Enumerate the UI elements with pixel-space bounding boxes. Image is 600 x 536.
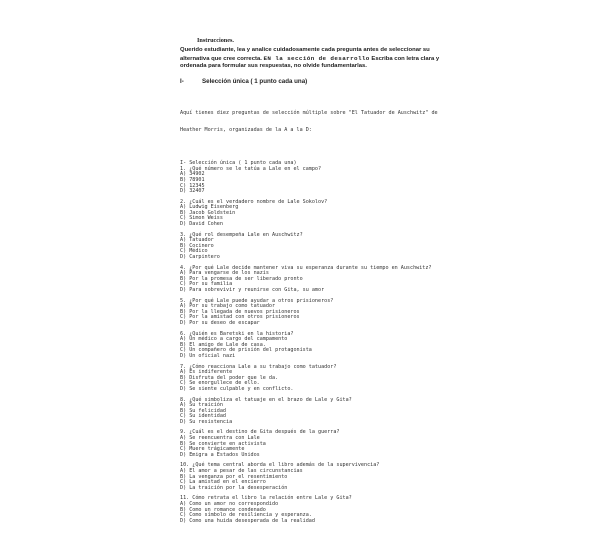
answer-option: B) Jacob Goldstein: [180, 209, 236, 216]
preface-line: Heather Morris, organizadas de la A a la D:: [180, 127, 312, 134]
question-text: 6. ¿Quién es Baretski en la historia?: [180, 330, 294, 337]
question-block: [180, 463, 450, 491]
question-text: 3. ¿Qué rol desempeña Lale en Auschwitz?: [180, 231, 303, 238]
intro-text-part2: Escriba con letra clara y ordenada para formular sus respuestas, no olvide fundamentarlas.: [180, 55, 440, 70]
answer-option: B) Se convierte en activista: [180, 440, 266, 447]
section-heading: [180, 78, 307, 85]
question-block: [180, 233, 450, 261]
answer-option: D) David Cohen: [180, 221, 223, 228]
answer-option: A) Como un amor no correspondido: [180, 501, 279, 507]
question-block: [180, 161, 450, 195]
answer-option: D) Un oficial nazi: [180, 352, 236, 359]
question-block: [180, 299, 450, 327]
answer-option: C) Su identidad: [180, 413, 227, 420]
answer-option: D) Como una huida desesperada de la realidad: [180, 517, 315, 524]
question-text: 2. ¿Cuál es el verdadero nombre de Lale Sokolov?: [180, 198, 328, 205]
question-text: 5. ¿Por qué Lale puede ayudar a otros prisioneros?: [180, 297, 334, 304]
question-text: 11. Cómo retrata el libro la relación entre Lale y Gita?: [180, 495, 352, 502]
answer-option: A) Tatuador: [180, 237, 214, 244]
answer-option: B) Disfruta del poder que le da.: [180, 374, 279, 381]
answer-option: D) Para sobrevivir y reunirse con Gita, su amor: [180, 287, 325, 293]
answer-option: A) El amor a pesar de las circunstancias: [180, 468, 303, 475]
answer-option: B) Por la llegada de nuevos prisioneros: [180, 308, 300, 315]
answer-option: A) Un médico a cargo del campamento: [180, 336, 288, 343]
answer-option: C) Se enorgullece de ello.: [180, 380, 260, 387]
answer-option: C) Por la amistad con otros prisioneros: [180, 314, 300, 321]
question-text: I- Selección única ( 1 punto cada una): [180, 160, 297, 167]
answer-option: D) Carpintero: [180, 254, 220, 261]
answer-option: B) 78901: [180, 176, 205, 183]
answer-option: B) Como un romance condenado: [180, 506, 266, 513]
answer-option: A) Se reencuentra con Lale: [180, 435, 260, 442]
answer-option: C) Como símbolo de resiliencia y esperanza.: [180, 512, 312, 519]
question-block: [180, 332, 450, 360]
instructions-title: Instrucciones.: [197, 37, 234, 44]
section-title: Selección única ( 1 punto cada una): [202, 78, 308, 85]
section-number: I-: [180, 78, 184, 85]
answer-option: C) 12345: [180, 182, 205, 189]
answer-option: D) La traición por la desesperación: [180, 484, 288, 491]
question-block: [180, 200, 450, 228]
question-list: [180, 161, 450, 524]
answer-option: D) Se siente culpable y en conflicto.: [180, 385, 294, 392]
answer-option: D) Su resistencia: [180, 418, 233, 425]
question-text: 10. ¿Qué tema central aborda el libro además de la supervivencia?: [180, 462, 380, 469]
answer-option: B) Cocinero: [180, 242, 214, 249]
intro-highlight: EN la sección de desarrollo: [263, 54, 370, 62]
question-text: 4. ¿Por qué Lale decide mantener viva su esperanza durante su tiempo en Auschwitz?: [180, 264, 432, 271]
answer-option: C) La amistad en el encierro: [180, 479, 266, 486]
question-text: 9. ¿Cuál es el destino de Gita después de la guerra?: [180, 429, 340, 436]
question-block: [180, 266, 450, 294]
answer-option: A) Por su trabajo como tatuador: [180, 303, 276, 310]
answer-option: C) Por su familia: [180, 281, 233, 288]
preface: [180, 100, 450, 145]
question-block: [180, 496, 450, 524]
answer-option: C) Simon Weiss: [180, 215, 223, 222]
answer-option: C) Un compañero de prisión del protagonista: [180, 347, 312, 354]
answer-option: B) Por la promesa de ser liberado pronto: [180, 275, 303, 282]
intro-paragraph: [180, 47, 440, 71]
answer-option: D) 32407: [180, 188, 205, 195]
questions-body: [180, 89, 450, 536]
answer-option: B) La venganza por el resentimiento: [180, 473, 288, 480]
question-text: 7. ¿Cómo reacciona Lale a su trabajo como tatuador?: [180, 363, 337, 370]
answer-option: A) Ludwig Eisenberg: [180, 204, 239, 211]
answer-option: A) Su traición: [180, 402, 223, 409]
answer-option: D) Por su deseo de escapar: [180, 319, 260, 326]
intro-text-part1: Querido estudiante, lea y analice cuidadosamente cada pregunta antes de seleccionar su alternativa que cree correcta.: [180, 47, 430, 62]
question-block: [180, 398, 450, 426]
answer-option: C) Médico: [180, 248, 208, 255]
question-block: [180, 365, 450, 393]
answer-option: D) Emigra a Estados Unidos: [180, 451, 260, 458]
question-text: 8. ¿Qué simboliza el tatuaje en el brazo de Lale y Gita?: [180, 396, 352, 403]
preface-line: Aquí tienes diez preguntas de selección múltiple sobre "El Tatuador de Auschwitz" de: [180, 110, 438, 117]
answer-option: C) Muere trágicamente: [180, 446, 245, 453]
answer-option: B) Su felicidad: [180, 407, 227, 414]
answer-option: B) El amigo de Lale de casa.: [180, 341, 266, 348]
question-block: [180, 430, 450, 458]
answer-option: A) 34902: [180, 171, 205, 178]
answer-option: A) Para vengarse de los nazis: [180, 270, 269, 277]
answer-option: A) Es indiferente: [180, 369, 233, 376]
answer-option: 1. ¿Qué número se le tatúa a Lale en el campo?: [180, 165, 322, 172]
